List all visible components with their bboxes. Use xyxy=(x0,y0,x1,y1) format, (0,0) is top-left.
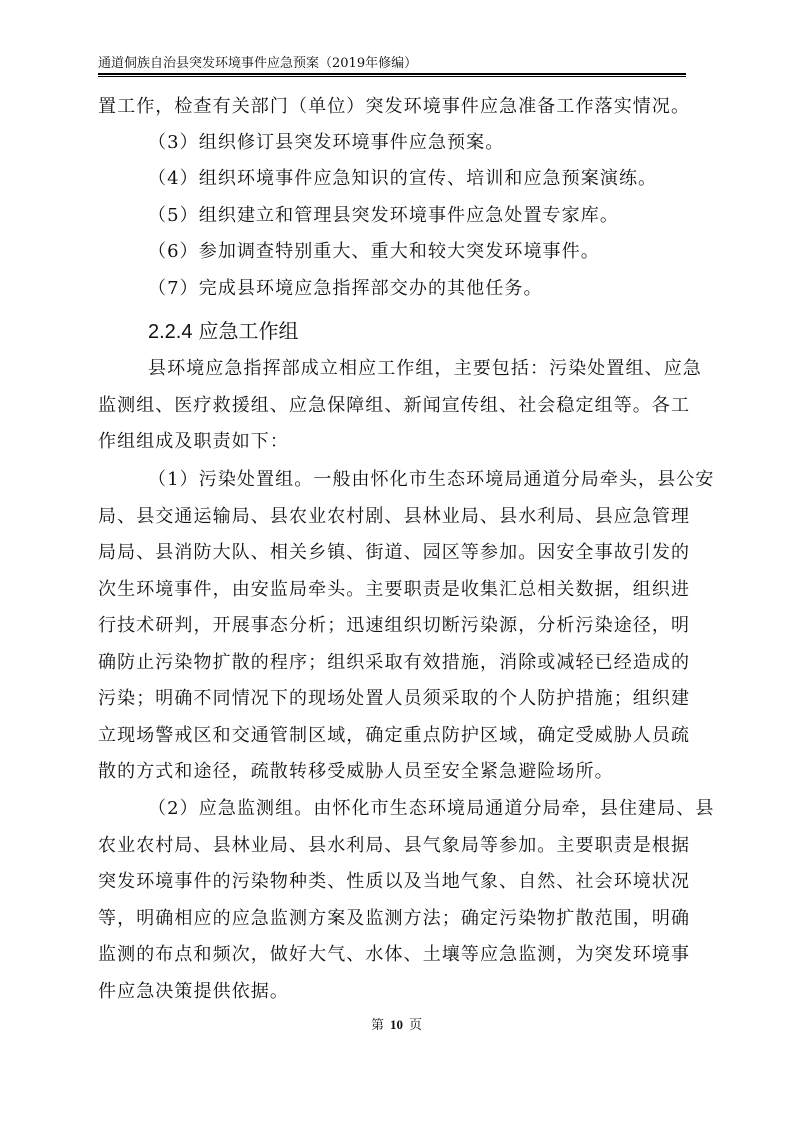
page-footer xyxy=(0,1014,793,1033)
body-line: 监测组、医疗救援组、应急保障组、新闻宣传组、社会稳定组等。各工 xyxy=(98,395,691,416)
section-number: 2.2.4 xyxy=(148,321,193,343)
section-heading xyxy=(148,318,298,345)
body-line: 确防止污染物扩散的程序；组织采取有效措施，消除或减轻已经造成的 xyxy=(98,652,691,673)
body-line: 件应急决策提供依据。 xyxy=(98,981,289,1002)
list-item: （6）参加调查特别重大、重大和较大突发环境事件。 xyxy=(148,241,600,262)
running-header: 通道侗族自治县突发环境事件应急预案（2019年修编） xyxy=(98,56,418,71)
body-line: 突发环境事件的污染物种类、性质以及当地气象、自然、社会环境状况 xyxy=(98,871,691,892)
header-rule-thin xyxy=(98,76,686,77)
page-number: 10 xyxy=(390,1017,403,1032)
body-line: 次生环境事件，由安监局牵头。主要职责是收集汇总相关数据，组织进 xyxy=(98,579,691,600)
body-line: （1）污染处置组。一般由怀化市生态环境局通道分局牵头，县公安 xyxy=(148,469,715,490)
body-line: 县环境应急指挥部成立相应工作组，主要包括：污染处置组、应急 xyxy=(148,358,702,379)
body-line: 局、县交通运输局、县农业农村剧、县林业局、县水利局、县应急管理 xyxy=(98,506,691,527)
body-line: 监测的布点和频次，做好大气、水体、土壤等应急监测，为突发环境事 xyxy=(98,944,691,965)
body-line: 局局、县消防大队、相关乡镇、街道、园区等参加。因安全事故引发的 xyxy=(98,542,691,563)
body-line: 农业农村局、县林业局、县水利局、县气象局等参加。主要职责是根据 xyxy=(98,835,691,856)
list-item: （3）组织修订县突发环境事件应急预案。 xyxy=(148,132,505,153)
body-line: 污染；明确不同情况下的现场处置人员须采取的个人防护措施；组织建 xyxy=(98,688,691,709)
list-item: （5）组织建立和管理县突发环境事件应急处置专家库。 xyxy=(148,205,619,226)
list-item: （4）组织环境事件应急知识的宣传、培训和应急预案演练。 xyxy=(148,168,658,189)
page-suffix: 页 xyxy=(409,1018,423,1033)
body-line: 行技术研判，开展事态分析；迅速组织切断污染源，分析污染途径，明 xyxy=(98,615,691,636)
header-rule-thick xyxy=(98,73,686,75)
body-line: （2）应急监测组。由怀化市生态环境局通道分局牵，县住建局、县 xyxy=(148,798,715,819)
body-line: 等，明确相应的应急监测方案及监测方法；确定污染物扩散范围，明确 xyxy=(98,908,691,929)
body-line: 置工作，检查有关部门（单位）突发环境事件应急准备工作落实情况。 xyxy=(98,96,691,117)
section-title: 应急工作组 xyxy=(198,319,299,343)
page-prefix: 第 xyxy=(370,1018,384,1033)
list-item: （7）完成县环境应急指挥部交办的其他任务。 xyxy=(148,278,543,299)
body-line: 立现场警戒区和交通管制区域，确定重点防护区域，确定受威胁人员疏 xyxy=(98,725,691,746)
body-line: 散的方式和途径，疏散转移受威胁人员至安全紧急避险场所。 xyxy=(98,761,614,782)
body-line: 作组组成及职责如下： xyxy=(98,431,289,452)
